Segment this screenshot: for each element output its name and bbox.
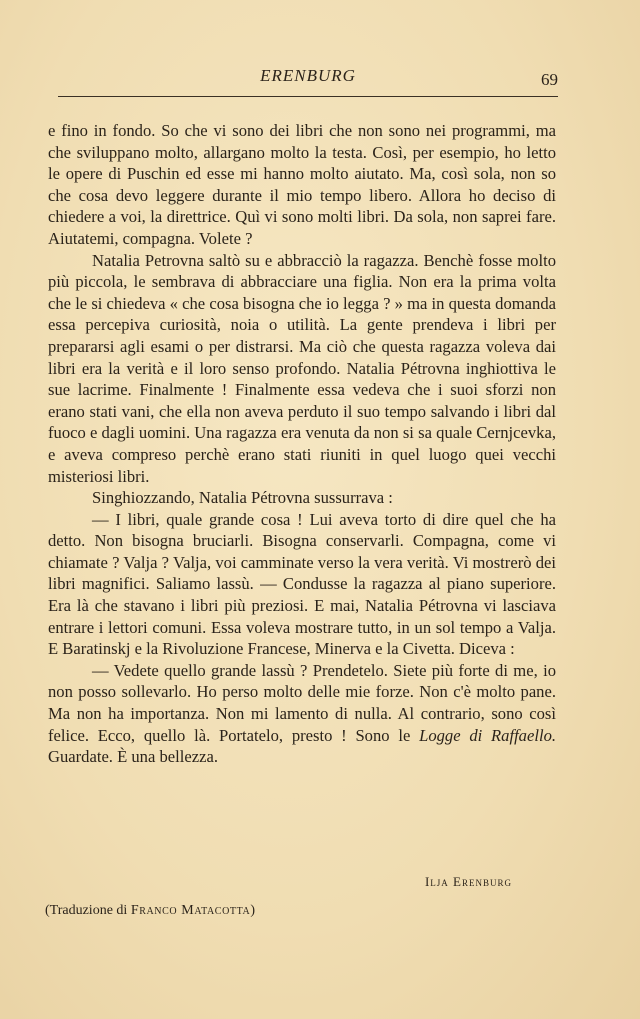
running-title: ERENBURG [260,66,356,85]
page-header [58,62,558,97]
paragraph-5-text: — Vedete quello grande lassù ? Prendetelo. Siete più forte di me, io non posso sollevarlo. Ho perso molto delle mie forze. Non c'è molto pane. Ma non ha importanza. Non mi lamento di nulla. Al contrario, sono così felice. Ecco, quello là. Portatelo, presto ! Sono le [48,660,556,745]
paragraph-1: e fino in fondo. So che vi sono dei libri che non sono nei programmi, ma che sviluppano molto, allargano molto la testa. Così, per esempio, ho letto le opere di Puschin ed esse mi hanno molto aiutato. Ma, così sola, non so che cosa devo leggere durante il mio tempo libero. Allora ho deciso di chiedere a voi, la direttrice. Quì vi sono molti libri. Da sola, non saprei fare. Aiutatemi, compagna. Volete ? [48,121,556,248]
author-signature: Ilja Erenburg [424,874,512,889]
paragraph-3: Singhiozzando, Natalia Pétrovna sussurrava : [92,488,393,508]
translation-prefix: (Traduzione di [45,903,131,918]
translation-suffix: ) [250,903,255,918]
page-number: 69 [541,70,558,89]
paragraph-5 [48,660,556,768]
paragraph-5-end: Guardate. È una bellezza. [48,747,218,767]
paragraph-4: — I libri, quale grande cosa ! Lui aveva torto di dire quel che ha detto. Non bisogna bruciarli. Bisogna conservarli. Compagna, come vi chiamate ? Valja ? Valja, voi camminate verso la vera verità. Vi mostrerò dei libri magnifici. Saliamo lassù. — Condusse la ragazza al piano superiore. Era là che stavano i libri più preziosi. E mai, Natalia Pétrovna vi lasciava entrare i lettori comuni. Essa voleva mostrare tutto, in un sol tempo a Valja. E Baratinskj e la Rivoluzione Francese, Minerva e la Civetta. Diceva : [48,509,556,659]
translation-credit [45,903,255,919]
body-text [48,120,556,768]
translator-name: Franco Matacotta [130,903,251,918]
paragraph-2: Natalia Petrovna saltò su e abbracciò la ragazza. Benchè fosse molto più piccola, le sembrava di abbracciare una figlia. Non era la prima volta che le si chiedeva « che cosa bisogna che io legga ? » ma in questa domanda essa percepiva curiosità, noia o utilità. La gente prendeva i libri per prepararsi agli esami o per distrarsi. Ma ciò che questa ragazza voleva dai libri era la verità e il loro senso profondo. Natalia Pétrovna inghiottiva le sue lacrime. Finalmente ! Finalmente essa vedeva che i suoi sforzi non erano stati vani, che ella non aveva perduto il suo tempo salvando i libri dal fuoco e dagli uomini. Una ragazza era venuta da non si sa quale Cernjcevka, e aveva compreso perchè erano stati riuniti in quel luogo quei vecchi misteriosi libri. [48,250,556,486]
artwork-title: Logge di Raffaello. [419,725,557,745]
